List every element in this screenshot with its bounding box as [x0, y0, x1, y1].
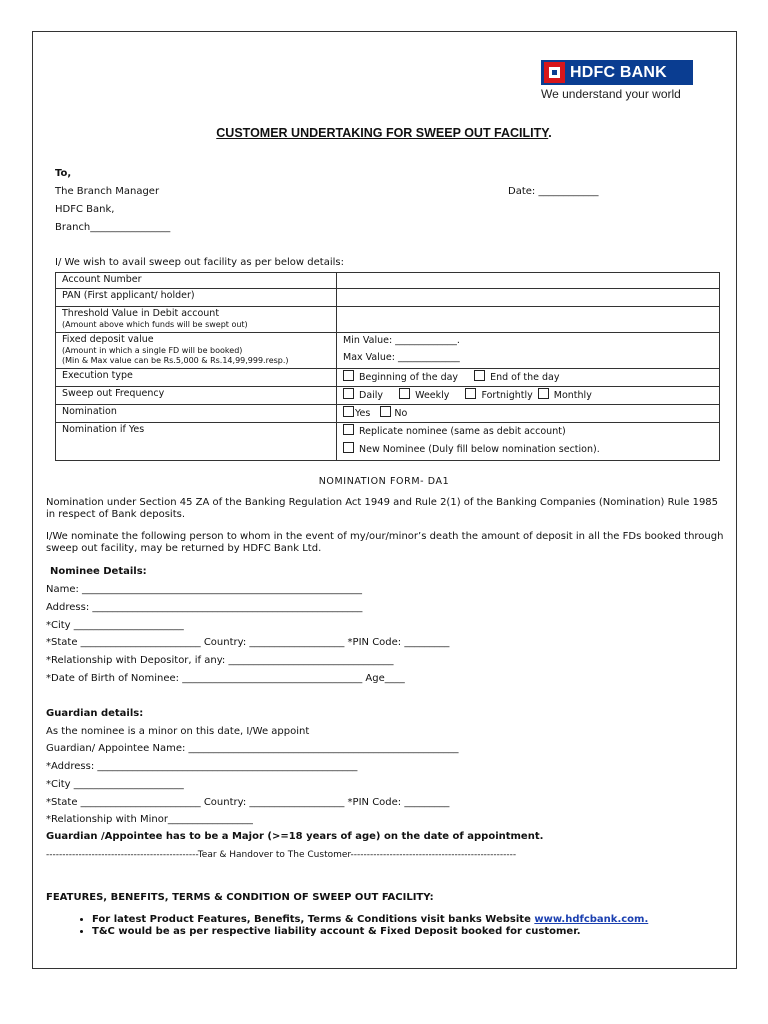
table-row: [56, 307, 720, 333]
new-nominee-label: New Nominee (Duly fill below nomination section).: [359, 444, 600, 455]
beginning-of-day-checkbox[interactable]: [343, 370, 354, 381]
guardian-relationship-field[interactable]: *Relationship with Minor_________________: [46, 814, 253, 825]
daily-checkbox[interactable]: [343, 388, 354, 399]
table-row: [56, 273, 720, 289]
monthly-checkbox[interactable]: [538, 388, 549, 399]
threshold-input[interactable]: [337, 307, 720, 333]
fortnightly-label: Fortnightly: [481, 390, 533, 401]
nominee-name-field[interactable]: Name: ________________________________________________________: [46, 584, 363, 595]
address-line-1: The Branch Manager: [55, 186, 160, 197]
threshold-note: (Amount above which funds will be swept out): [62, 320, 248, 329]
fd-value-cell: [56, 333, 337, 369]
replicate-nominee-checkbox[interactable]: [343, 424, 354, 435]
replicate-nominee-label: Replicate nominee (same as debit account): [359, 426, 566, 437]
nomination-para-2: I/We nominate the following person to whom in the event of my/our/minor’s death the amount of deposit in all the FDs booked through sweep out facility, may be returned by HDFC Bank Ltd.: [46, 531, 724, 554]
end-of-day-label: End of the day: [490, 372, 560, 383]
date-field[interactable]: Date: ____________: [508, 186, 599, 197]
brand-tagline: We understand your world: [541, 87, 681, 101]
hdfc-bank-logo: [541, 60, 693, 85]
new-nominee-checkbox[interactable]: [343, 442, 354, 453]
nomination-if-yes-options: [337, 423, 720, 461]
daily-label: Daily: [359, 390, 384, 401]
nomination-options: [337, 405, 720, 423]
threshold-cell: [56, 307, 337, 333]
weekly-label: Weekly: [415, 390, 450, 401]
pan-input[interactable]: [337, 289, 720, 307]
nomination-label: Nomination: [56, 405, 337, 423]
nominee-address-field[interactable]: Address: ______________________________________________________: [46, 602, 363, 613]
min-value-field[interactable]: Min Value: _____________.: [343, 335, 460, 346]
fd-value-inputs: [337, 333, 720, 369]
fd-value-label: Fixed deposit value: [62, 334, 154, 345]
frequency-label: Sweep out Frequency: [56, 387, 337, 405]
nominee-relationship-field[interactable]: *Relationship with Depositor, if any: _________________________________: [46, 655, 394, 666]
nominee-city-field[interactable]: *City ______________________: [46, 620, 184, 631]
threshold-label: Threshold Value in Debit account: [62, 308, 220, 319]
pan-label: PAN (First applicant/ holder): [56, 289, 337, 307]
guardian-major-note: Guardian /Appointee has to be a Major (>=18 years of age) on the date of appointment.: [46, 831, 544, 842]
brand-name: HDFC BANK: [570, 64, 667, 81]
guardian-intro: As the nominee is a minor on this date, I/We appoint: [46, 726, 310, 737]
end-of-day-checkbox[interactable]: [474, 370, 485, 381]
document-title: CUSTOMER UNDERTAKING FOR SWEEP OUT FACILITY.: [216, 126, 552, 140]
list-item: • For latest Product Features, Benefits, Terms & Conditions visit banks Website www.hdfcbank.com.: [92, 914, 648, 926]
account-number-label: Account Number: [56, 273, 337, 289]
account-number-input[interactable]: [337, 273, 720, 289]
table-row: [56, 333, 720, 369]
nomination-heading: NOMINATION FORM- DA1: [318, 476, 450, 487]
address-line-2: HDFC Bank,: [55, 204, 115, 215]
nomination-yes-label: Yes: [355, 408, 371, 419]
frequency-options: [337, 387, 720, 405]
guardian-details-heading: Guardian details:: [46, 708, 144, 719]
nomination-if-yes-label: Nomination if Yes: [56, 423, 337, 461]
fd-value-note-2: (Min & Max value can be Rs.5,000 & Rs.14,99,999.resp.): [62, 356, 289, 365]
nomination-para-1: Nomination under Section 45 ZA of the Banking Regulation Act 1949 and Rule 2(1) of the Banking Companies (Nomination) Rule 1985 in respect of Bank deposits.: [46, 497, 719, 520]
guardian-name-field[interactable]: Guardian/ Appointee Name: ______________________________________________________: [46, 743, 459, 754]
hdfc-website-link[interactable]: www.hdfcbank.com.: [534, 914, 649, 925]
table-row: [56, 369, 720, 387]
table-row: [56, 289, 720, 307]
guardian-state-country-pin-field[interactable]: *State ________________________ Country: ___________________ *PIN Code: _________: [46, 797, 450, 808]
guardian-address-field[interactable]: *Address: ____________________________________________________: [46, 761, 358, 772]
fortnightly-checkbox[interactable]: [465, 388, 476, 399]
max-value-field[interactable]: Max Value: _____________: [343, 352, 460, 363]
nomination-no-label: No: [394, 408, 408, 419]
branch-field[interactable]: Branch________________: [55, 222, 171, 233]
sweep-details-table: [55, 272, 720, 461]
weekly-checkbox[interactable]: [399, 388, 410, 399]
intro-text: I/ We wish to avail sweep out facility as per below details:: [55, 257, 344, 268]
table-row: [56, 387, 720, 405]
list-item: • T&C would be as per respective liability account & Fixed Deposit booked for customer.: [92, 926, 648, 938]
table-row: [56, 405, 720, 423]
features-list: [46, 914, 648, 938]
features-heading: FEATURES, BENEFITS, TERMS & CONDITION OF SWEEP OUT FACILITY:: [46, 892, 434, 903]
hdfc-logo-icon: [544, 62, 565, 83]
monthly-label: Monthly: [553, 390, 592, 401]
nomination-no-checkbox[interactable]: [380, 406, 391, 417]
tear-line: -----------------------------------------------Tear & Handover to The Customer---------------------------------------------------: [46, 850, 517, 860]
execution-type-options: [337, 369, 720, 387]
nomination-yes-checkbox[interactable]: [343, 406, 354, 417]
nominee-details-heading: Nominee Details:: [50, 566, 147, 577]
beginning-of-day-label: Beginning of the day: [359, 372, 459, 383]
nominee-state-country-pin-field[interactable]: *State ________________________ Country: ___________________ *PIN Code: _________: [46, 637, 450, 648]
table-row: [56, 423, 720, 461]
address-to: To,: [55, 168, 72, 179]
guardian-city-field[interactable]: *City ______________________: [46, 779, 184, 790]
execution-type-label: Execution type: [56, 369, 337, 387]
fd-value-note-1: (Amount in which a single FD will be booked): [62, 346, 243, 355]
nominee-dob-field[interactable]: *Date of Birth of Nominee: ____________________________________ Age____: [46, 673, 405, 684]
